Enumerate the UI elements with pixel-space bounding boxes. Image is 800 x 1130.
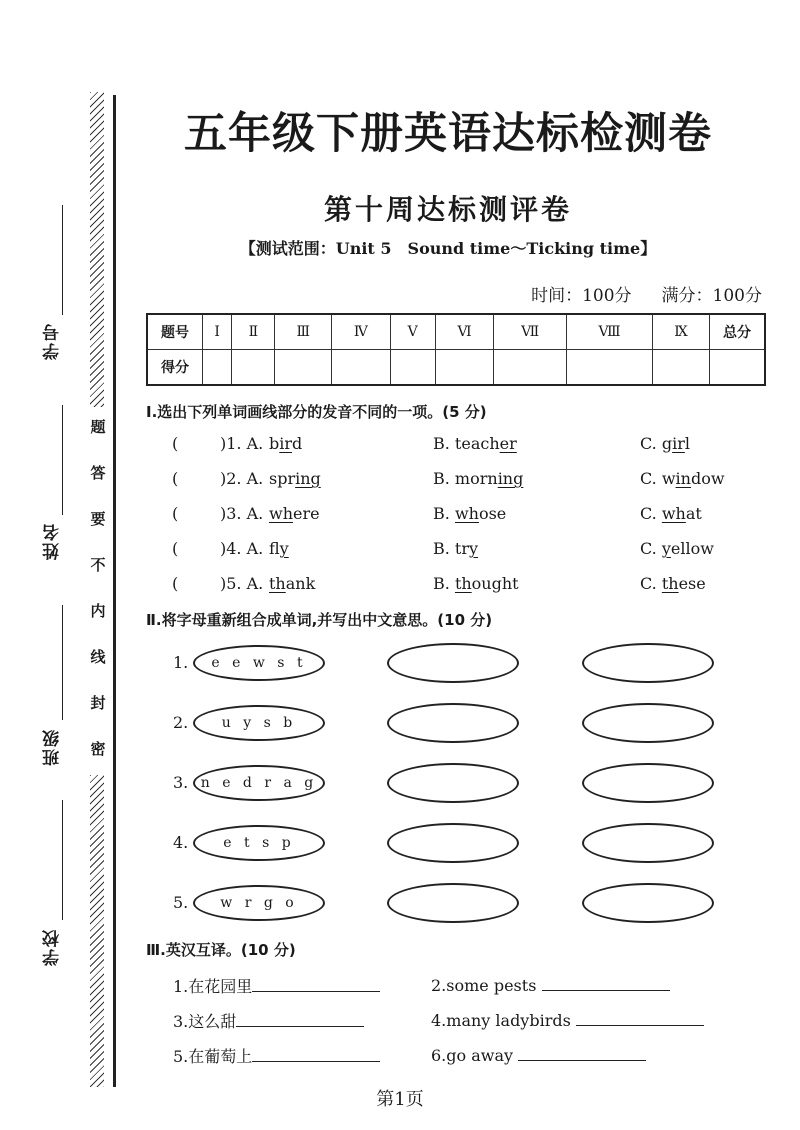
question-number: )1. A. bbox=[220, 434, 264, 453]
test-scope: 【测试范围：Unit 5 Sound time～Ticking time】 bbox=[239, 239, 657, 258]
answer-blank[interactable] bbox=[252, 975, 380, 992]
page-title: 五年级下册英语达标检测卷 bbox=[184, 109, 712, 159]
word-part: spr bbox=[269, 469, 296, 488]
meaning-answer-oval[interactable] bbox=[582, 883, 714, 923]
answer-blank[interactable] bbox=[252, 1045, 380, 1062]
meaning-answer-oval[interactable] bbox=[582, 763, 714, 803]
class-label: 班级 bbox=[43, 728, 63, 766]
translation-prompt: 2.some pests bbox=[431, 976, 537, 995]
word-answer-oval[interactable] bbox=[387, 823, 519, 863]
student-id-blank bbox=[62, 205, 63, 315]
seal-char: 线 bbox=[90, 648, 106, 666]
score-cell[interactable] bbox=[494, 350, 566, 386]
word-part: l bbox=[684, 434, 690, 453]
col-header: Ⅳ bbox=[332, 314, 390, 350]
score-cell[interactable] bbox=[275, 350, 332, 386]
score-cell[interactable] bbox=[435, 350, 494, 386]
word-part: ellow bbox=[670, 539, 714, 558]
item-number: 3. bbox=[173, 773, 189, 792]
col-header: Ⅱ bbox=[232, 314, 275, 350]
option-b bbox=[433, 469, 523, 488]
answer-blank[interactable] bbox=[576, 1009, 704, 1026]
translation-item bbox=[173, 974, 380, 997]
word-part: ose bbox=[478, 504, 507, 523]
seal-char: 内 bbox=[90, 602, 106, 620]
underlined-part: er bbox=[499, 434, 517, 453]
col-header: Ⅸ bbox=[653, 314, 710, 350]
question-row bbox=[172, 574, 762, 600]
score-table-header-row bbox=[147, 314, 765, 350]
word-answer-oval[interactable] bbox=[387, 643, 519, 683]
seal-char: 不 bbox=[90, 556, 106, 574]
section-3-title: Ⅲ.英汉互译。(10 分) bbox=[146, 941, 296, 959]
word-part: B. morn bbox=[433, 469, 498, 488]
letters-oval: n e d r a g bbox=[193, 765, 325, 801]
question-row bbox=[172, 434, 762, 460]
option-b bbox=[433, 504, 506, 523]
option-c bbox=[640, 539, 714, 558]
option-b bbox=[433, 434, 517, 453]
question-row bbox=[172, 469, 762, 495]
translation-prompt: 3.这么甜 bbox=[173, 1012, 237, 1031]
word-part: C. bbox=[640, 539, 662, 558]
word-answer-oval[interactable] bbox=[387, 703, 519, 743]
word-part: d bbox=[292, 434, 303, 453]
score-cell[interactable] bbox=[332, 350, 390, 386]
col-header-total: 总分 bbox=[710, 314, 766, 350]
name-label: 姓名 bbox=[43, 522, 63, 560]
word-part: b bbox=[269, 434, 280, 453]
option-a bbox=[269, 539, 289, 558]
page-subtitle: 第十周达标测评卷 bbox=[323, 193, 572, 226]
answer-paren[interactable]: ( bbox=[172, 434, 179, 453]
full-score: 满分：100分 bbox=[661, 286, 762, 306]
word-part: C. w bbox=[640, 469, 676, 488]
answer-paren[interactable]: ( bbox=[172, 469, 179, 488]
binding-border-line bbox=[113, 95, 116, 1087]
school-label: 学校 bbox=[43, 928, 63, 966]
letters-oval: w r g o bbox=[193, 885, 325, 921]
underlined-part: wh bbox=[269, 504, 293, 523]
option-a bbox=[269, 434, 302, 453]
student-id-label: 学号 bbox=[43, 322, 63, 360]
underlined-part: th bbox=[454, 574, 472, 593]
translation-item bbox=[431, 1044, 646, 1065]
answer-blank[interactable] bbox=[542, 974, 670, 991]
col-header: Ⅶ bbox=[494, 314, 566, 350]
word-part: ought bbox=[471, 574, 519, 593]
score-cell[interactable] bbox=[232, 350, 275, 386]
name-blank bbox=[62, 405, 63, 515]
score-cell[interactable] bbox=[566, 350, 652, 386]
row-label-score: 得分 bbox=[147, 350, 203, 386]
word-part: B. teach bbox=[433, 434, 500, 453]
col-header: Ⅵ bbox=[435, 314, 494, 350]
col-header: Ⅷ bbox=[566, 314, 652, 350]
page-number: 第1页 bbox=[376, 1089, 424, 1110]
row-label-question: 题号 bbox=[147, 314, 203, 350]
question-number: )3. A. bbox=[220, 504, 264, 523]
word-answer-oval[interactable] bbox=[387, 883, 519, 923]
answer-blank[interactable] bbox=[236, 1010, 364, 1027]
letters-oval: e t s p bbox=[193, 825, 325, 861]
underlined-part: th bbox=[661, 574, 679, 593]
col-header: Ⅴ bbox=[390, 314, 435, 350]
translation-prompt: 6.go away bbox=[431, 1046, 514, 1065]
underlined-part: wh bbox=[661, 504, 686, 523]
word-part: fl bbox=[269, 539, 280, 558]
item-number: 1. bbox=[173, 653, 189, 672]
score-table bbox=[146, 313, 766, 386]
word-part: ere bbox=[293, 504, 320, 523]
translation-item bbox=[173, 1044, 380, 1067]
translation-prompt: 4.many ladybirds bbox=[431, 1011, 571, 1030]
underlined-part: in bbox=[675, 469, 691, 488]
meaning-answer-oval[interactable] bbox=[582, 823, 714, 863]
underlined-part: y bbox=[279, 539, 289, 558]
option-a bbox=[269, 469, 321, 488]
answer-blank[interactable] bbox=[518, 1044, 646, 1061]
seal-char: 要 bbox=[90, 510, 106, 528]
word-part: dow bbox=[690, 469, 725, 488]
word-part: at bbox=[685, 504, 702, 523]
word-part: ese bbox=[678, 574, 706, 593]
answer-paren[interactable]: ( bbox=[172, 504, 179, 523]
question-row bbox=[172, 504, 762, 530]
word-part: B. tr bbox=[433, 539, 470, 558]
question-number: )5. A. bbox=[220, 574, 264, 593]
underlined-part: ir bbox=[672, 434, 685, 453]
underlined-part: ing bbox=[295, 469, 321, 488]
option-a bbox=[269, 504, 320, 523]
score-cell[interactable] bbox=[390, 350, 435, 386]
option-c bbox=[640, 434, 690, 453]
translation-item bbox=[431, 1009, 704, 1030]
class-blank bbox=[62, 605, 63, 720]
word-part: ank bbox=[285, 574, 316, 593]
answer-paren[interactable]: ( bbox=[172, 539, 179, 558]
option-c bbox=[640, 469, 725, 488]
underlined-part: y bbox=[661, 539, 671, 558]
section-2-title: Ⅱ.将字母重新组合成单词,并写出中文意思。(10 分) bbox=[146, 611, 493, 629]
underlined-part: y bbox=[469, 539, 479, 558]
meaning-answer-oval[interactable] bbox=[582, 643, 714, 683]
meaning-answer-oval[interactable] bbox=[582, 703, 714, 743]
score-cell[interactable] bbox=[203, 350, 232, 386]
option-b bbox=[433, 574, 519, 593]
col-header: Ⅰ bbox=[203, 314, 232, 350]
seal-hatch-top bbox=[90, 92, 104, 407]
score-table-score-row bbox=[147, 350, 765, 386]
item-number: 2. bbox=[173, 713, 189, 732]
seal-hatch-bottom bbox=[90, 775, 104, 1087]
time-limit: 时间：100分 bbox=[531, 286, 632, 306]
question-row bbox=[172, 539, 762, 565]
question-number: )2. A. bbox=[220, 469, 264, 488]
item-number: 5. bbox=[173, 893, 189, 912]
word-part: C. bbox=[640, 504, 662, 523]
seal-char: 封 bbox=[90, 694, 106, 712]
item-number: 4. bbox=[173, 833, 189, 852]
translation-prompt: 5.在葡萄上 bbox=[173, 1047, 253, 1066]
letters-oval: u y s b bbox=[193, 705, 325, 741]
underlined-part: wh bbox=[454, 504, 479, 523]
seal-char: 题 bbox=[90, 418, 106, 436]
underlined-part: ir bbox=[279, 434, 293, 453]
underlined-part: ing bbox=[497, 469, 524, 488]
letters-oval: e e w s t bbox=[193, 645, 325, 681]
translation-item bbox=[173, 1009, 364, 1032]
option-a bbox=[269, 574, 315, 593]
option-c bbox=[640, 574, 706, 593]
col-header: Ⅲ bbox=[275, 314, 332, 350]
translation-item bbox=[431, 974, 670, 995]
section-1-title: Ⅰ.选出下列单词画线部分的发音不同的一项。(5 分) bbox=[146, 403, 487, 421]
word-part: B. bbox=[433, 574, 455, 593]
school-blank bbox=[62, 800, 63, 920]
option-b bbox=[433, 539, 478, 558]
question-number: )4. A. bbox=[220, 539, 264, 558]
score-cell[interactable] bbox=[653, 350, 710, 386]
seal-char: 答 bbox=[90, 464, 106, 482]
word-part: C. g bbox=[640, 434, 673, 453]
word-part: B. bbox=[433, 504, 455, 523]
option-c bbox=[640, 504, 702, 523]
underlined-part: th bbox=[269, 574, 286, 593]
translation-prompt: 1.在花园里 bbox=[173, 977, 253, 996]
time-info bbox=[501, 281, 762, 306]
answer-paren[interactable]: ( bbox=[172, 574, 179, 593]
score-cell[interactable] bbox=[710, 350, 766, 386]
word-part: C. bbox=[640, 574, 662, 593]
word-answer-oval[interactable] bbox=[387, 763, 519, 803]
seal-char: 密 bbox=[90, 740, 106, 758]
